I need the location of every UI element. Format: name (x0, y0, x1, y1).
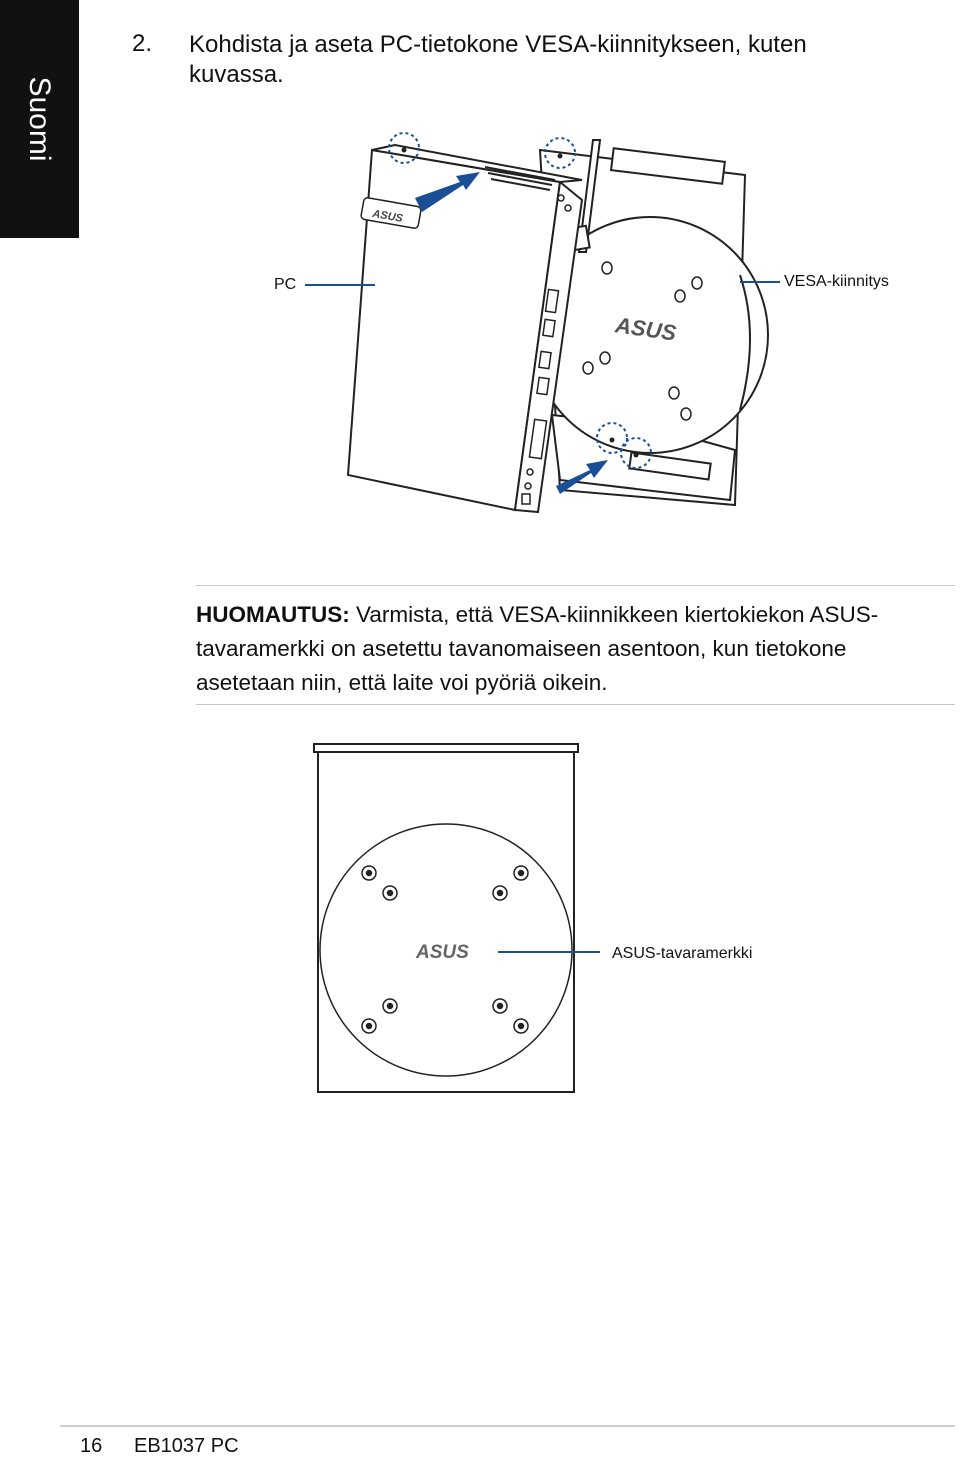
note-text (196, 598, 936, 700)
note-top-rule (196, 585, 955, 586)
vesa-front-illustration (310, 740, 600, 1100)
step-number: 2. (132, 30, 153, 57)
pc-vesa-mount-illustration (260, 120, 780, 520)
pc-label: PC (274, 276, 297, 293)
vesa-plate-top-bar (314, 744, 578, 752)
note-bottom-rule (196, 704, 955, 705)
language-tab-label: Suomi (23, 76, 56, 162)
vesa-mount-label: VESA-kiinnitys (784, 273, 889, 290)
disc-asus-logo: ASUS (613, 312, 678, 346)
pc-asus-logo: ASUS (371, 207, 404, 226)
vesa-asus-logo: ASUS (416, 942, 469, 963)
language-tab (0, 0, 79, 238)
footer-rule (60, 1425, 955, 1427)
asus-trademark-label: ASUS-tavaramerkki (612, 945, 753, 962)
product-name: EB1037 PC (134, 1435, 239, 1457)
page-number: 16 (80, 1435, 103, 1457)
note-heading: HUOMAUTUS: (196, 602, 350, 627)
step-instruction: Kohdista ja aseta PC-tietokone VESA-kiinnitykseen, kuten kuvassa. (189, 31, 807, 88)
note-body: Varmista, että VESA-kiinnikkeen kiertokiekon ASUS-tavaramerkki on asetettu tavanomaiseen asentoon, kun tietokone asetetaan niin, että laite voi pyöriä oikein. (196, 602, 879, 695)
